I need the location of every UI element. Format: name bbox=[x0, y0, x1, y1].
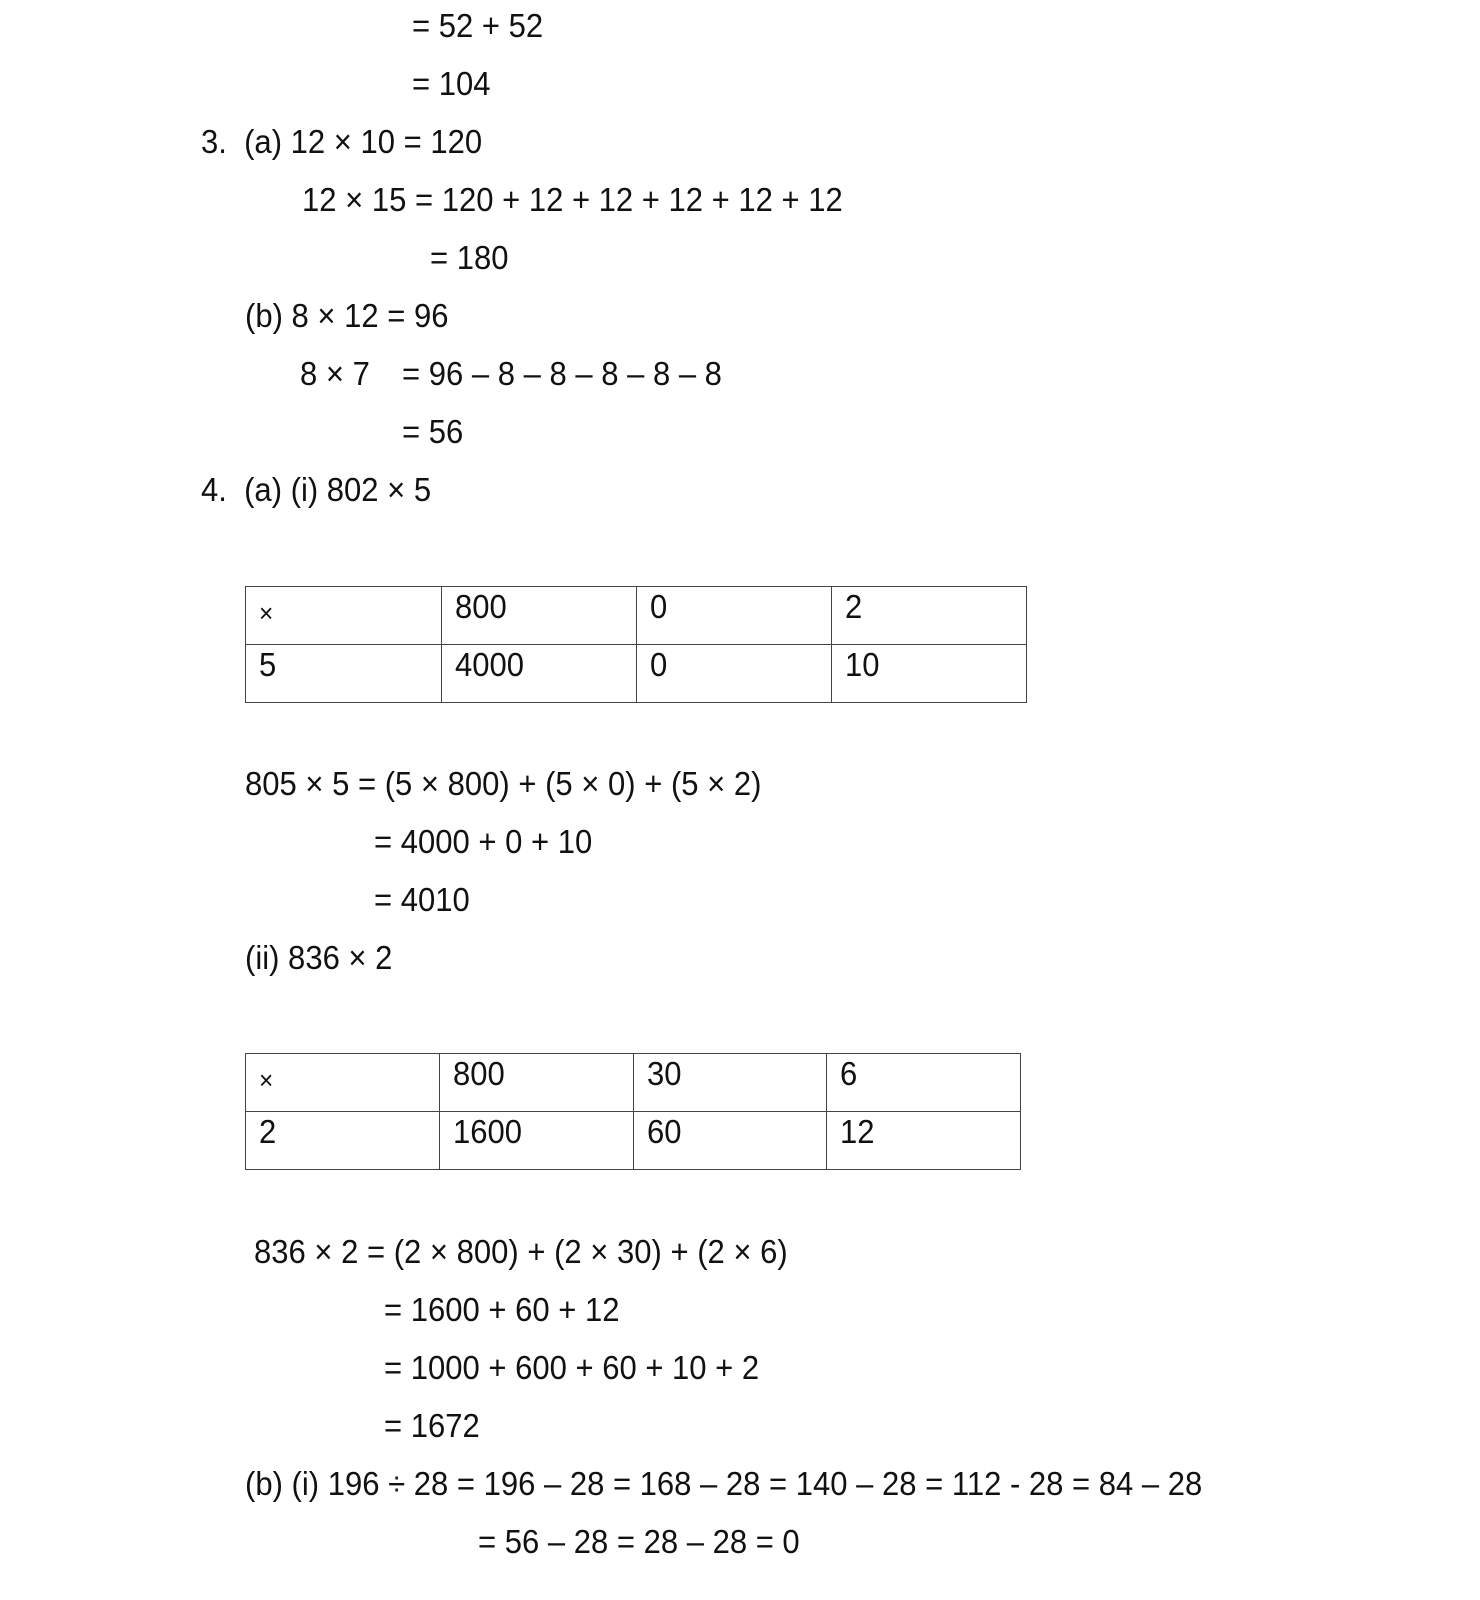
table-cell: 60 bbox=[633, 1112, 827, 1170]
table-row bbox=[246, 587, 1027, 645]
equation-line: 805 × 5 = (5 × 800) + (5 × 0) + (5 × 2) bbox=[245, 765, 762, 802]
equation-line: 12 × 15 = 120 + 12 + 12 + 12 + 12 + 12 bbox=[302, 181, 843, 218]
table-cell: 2 bbox=[246, 1112, 440, 1170]
equation-line: = 56 bbox=[402, 413, 464, 450]
table-cell: 2 bbox=[832, 587, 1027, 645]
equation-line: = 52 + 52 bbox=[412, 7, 544, 44]
equation-lhs: 8 × 7 bbox=[300, 355, 370, 392]
table-cell: 0 bbox=[636, 587, 832, 645]
table-cell: 30 bbox=[633, 1054, 827, 1112]
table-cell: 800 bbox=[439, 1054, 633, 1112]
equation-line: = 4010 bbox=[374, 881, 470, 918]
equation-line: = 1000 + 600 + 60 + 10 + 2 bbox=[384, 1349, 760, 1386]
equation-line: = 4000 + 0 + 10 bbox=[374, 823, 593, 860]
table-row bbox=[246, 1054, 1021, 1112]
table-row bbox=[246, 645, 1027, 703]
equation-line: = 56 – 28 = 28 – 28 = 0 bbox=[478, 1523, 800, 1560]
question-3b-heading: (b) 8 × 12 = 96 bbox=[245, 297, 449, 334]
question-3a-heading: 3. (a) 12 × 10 = 120 bbox=[201, 123, 483, 160]
table-cell: × bbox=[246, 1054, 440, 1112]
table-cell: 10 bbox=[832, 645, 1027, 703]
equation-line: = 180 bbox=[430, 239, 509, 276]
equation-line: = 104 bbox=[412, 65, 491, 102]
equation-line: = 1600 + 60 + 12 bbox=[384, 1291, 620, 1328]
table-cell: × bbox=[246, 587, 442, 645]
table-cell: 5 bbox=[246, 645, 442, 703]
question-4b-i-heading: (b) (i) 196 ÷ 28 = 196 – 28 = 168 – 28 = 140 – 28 = 112 - 28 = 84 – 28 bbox=[245, 1465, 1203, 1502]
equation-rhs: = 96 – 8 – 8 – 8 – 8 – 8 bbox=[402, 355, 722, 392]
multiplication-grid-table-1 bbox=[245, 586, 1027, 703]
multiplication-grid-table-2 bbox=[245, 1053, 1021, 1170]
question-4a-i-heading: 4. (a) (i) 802 × 5 bbox=[201, 471, 432, 508]
table-cell: 800 bbox=[441, 587, 636, 645]
question-4a-ii-heading: (ii) 836 × 2 bbox=[245, 939, 393, 976]
table-cell: 1600 bbox=[439, 1112, 633, 1170]
table-row bbox=[246, 1112, 1021, 1170]
equation-line: 836 × 2 = (2 × 800) + (2 × 30) + (2 × 6) bbox=[254, 1233, 788, 1270]
table-cell: 0 bbox=[636, 645, 832, 703]
table-cell: 6 bbox=[827, 1054, 1021, 1112]
equation-line: = 1672 bbox=[384, 1407, 480, 1444]
table-cell: 4000 bbox=[441, 645, 636, 703]
table-cell: 12 bbox=[827, 1112, 1021, 1170]
